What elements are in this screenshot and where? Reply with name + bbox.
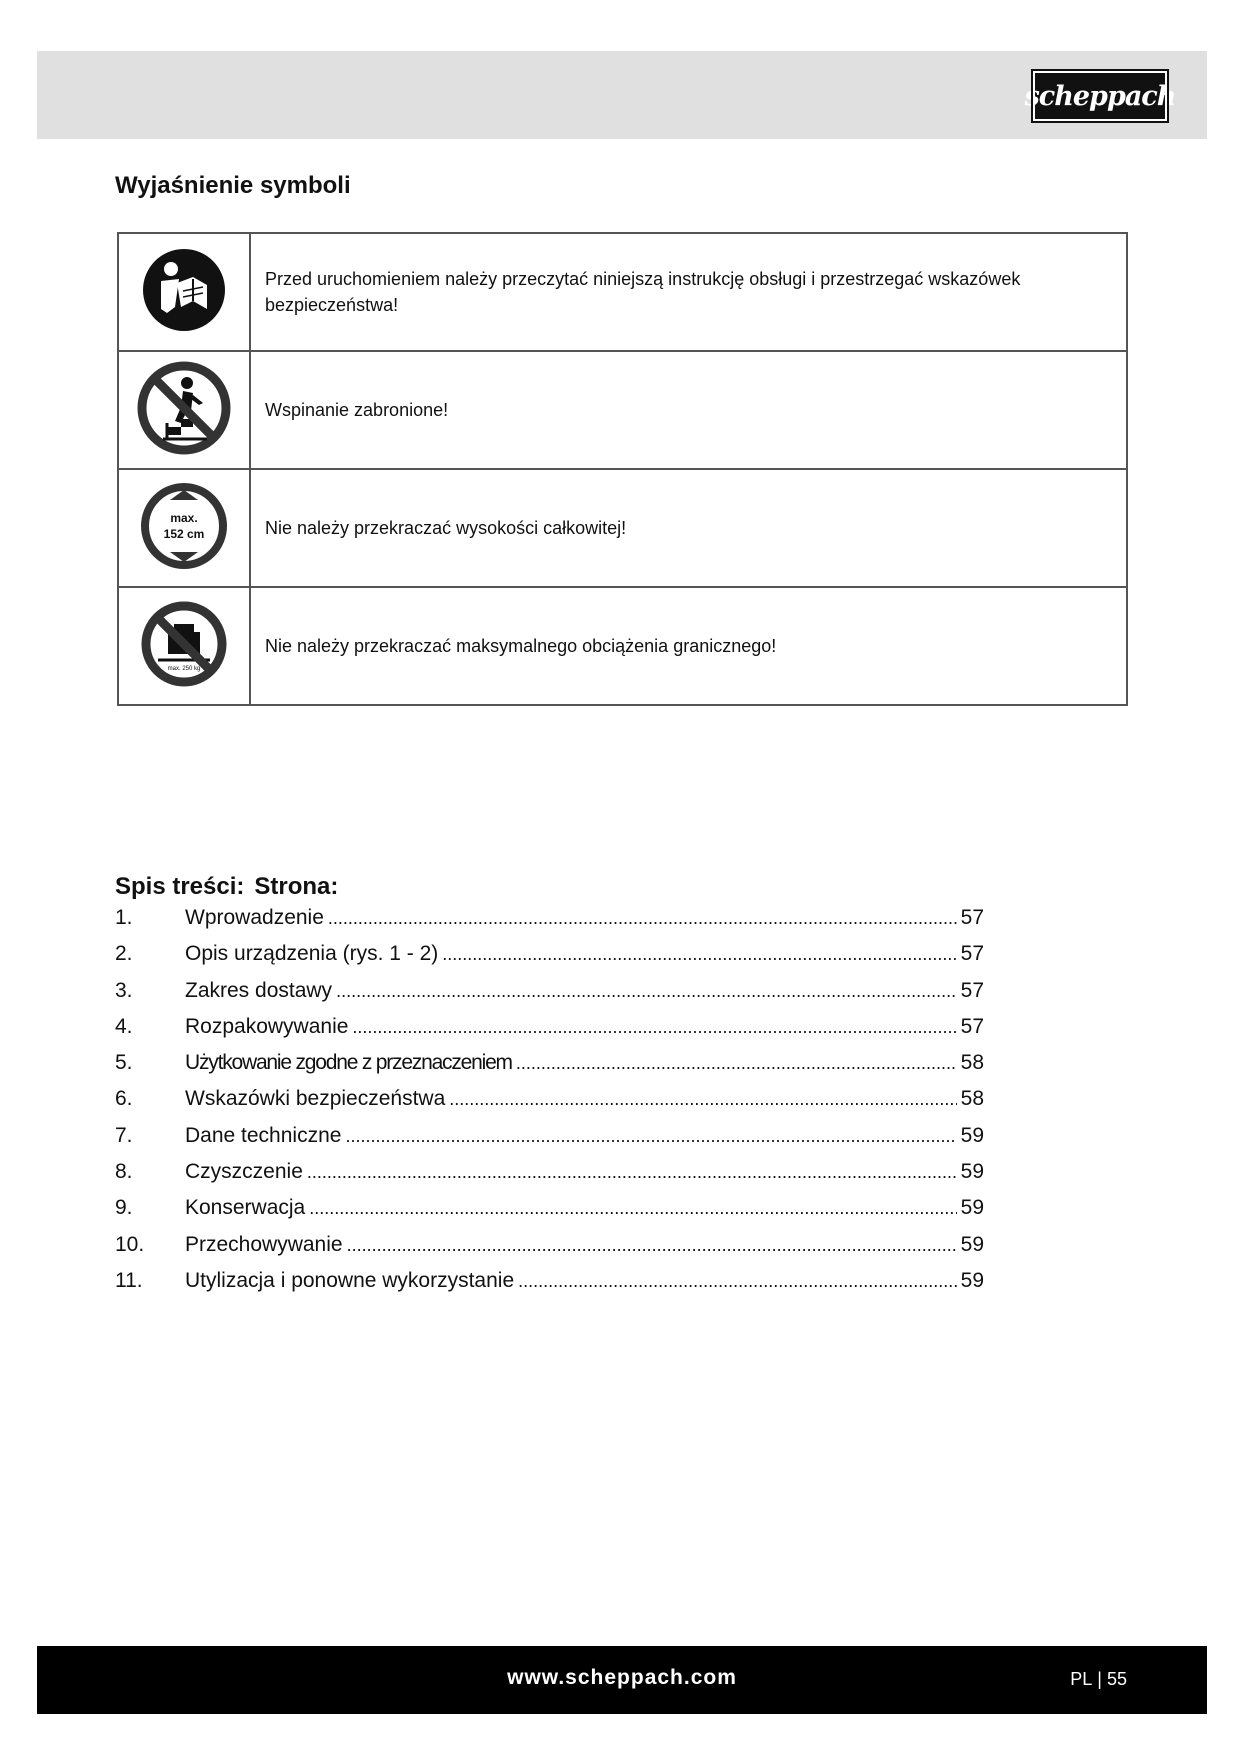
toc-leader <box>449 1087 956 1111</box>
toc-item-page: 57 <box>960 942 984 966</box>
toc-item-number: 10. <box>115 1232 145 1256</box>
toc-item[interactable] <box>115 1124 984 1160</box>
toc-item-number: 2. <box>115 942 133 966</box>
toc-title-label: Spis treści: <box>115 873 245 900</box>
symbol-row <box>118 469 1127 587</box>
toc-item-label: Wprowadzenie <box>185 906 324 929</box>
toc-list <box>115 906 984 1305</box>
toc-item[interactable] <box>115 942 984 978</box>
toc-item-number: 11. <box>115 1268 143 1292</box>
symbols-table <box>117 232 1128 706</box>
toc-item-number: 9. <box>115 1196 133 1220</box>
toc-leader <box>309 1196 956 1220</box>
toc-item[interactable] <box>115 1087 984 1123</box>
max-load-label: max. 250 kg <box>167 665 201 672</box>
toc-item-page: 58 <box>960 1087 984 1111</box>
toc-item-label: Konserwacja <box>185 1196 306 1220</box>
symbol-row <box>118 587 1127 705</box>
toc-item-page: 59 <box>960 1196 984 1220</box>
toc-item-number: 3. <box>115 978 133 1002</box>
toc-leader <box>516 1051 957 1075</box>
footer-page-indicator <box>1070 1669 1127 1690</box>
toc-item[interactable] <box>115 906 984 942</box>
toc-item-page: 57 <box>960 1014 984 1038</box>
toc-leader <box>352 1015 956 1039</box>
toc-item-label: Czyszczenie <box>185 1160 303 1184</box>
symbol-description: Przed uruchomieniem należy przeczytać niniejszą instrukcję obsługi i przestrzegać wskazówek bezpieczeństwa! <box>250 233 1127 351</box>
max-height-label-top: max. <box>170 510 198 525</box>
max-height-label-bottom: 152 cm <box>163 526 205 541</box>
toc-item[interactable] <box>115 1015 984 1051</box>
toc-item[interactable] <box>115 979 984 1015</box>
max-height-icon <box>140 482 228 570</box>
toc-item-number: 6. <box>115 1087 133 1111</box>
toc-item-page: 57 <box>960 906 984 929</box>
toc-item-number: 8. <box>115 1160 133 1184</box>
toc-item[interactable] <box>115 1160 984 1196</box>
toc-item[interactable] <box>115 1051 984 1087</box>
toc-item[interactable] <box>115 1269 984 1305</box>
footer-language: PL <box>1070 1669 1093 1689</box>
symbol-description: Nie należy przekraczać maksymalnego obciążenia granicznego! <box>250 587 1127 705</box>
toc-item-page: 59 <box>960 1160 984 1184</box>
footer-separator: | <box>1097 1669 1102 1689</box>
toc-leader <box>328 906 957 930</box>
symbol-row <box>118 233 1127 351</box>
brand-logo-text: scheppach <box>1024 80 1176 112</box>
toc-item-page: 57 <box>960 978 984 1002</box>
footer-page-number: 55 <box>1106 1669 1127 1689</box>
symbols-section-title: Wyjaśnienie symboli <box>115 172 351 199</box>
toc-item-label: Wskazówki bezpieczeństwa <box>185 1087 446 1111</box>
toc-item-number: 1. <box>115 906 133 929</box>
toc-item-number: 7. <box>115 1123 133 1147</box>
symbol-description: Wspinanie zabronione! <box>250 351 1127 469</box>
toc-item-page: 59 <box>960 1123 984 1147</box>
header-band <box>37 51 1207 139</box>
toc-leader <box>336 979 957 1003</box>
toc-item-page: 59 <box>960 1268 984 1292</box>
no-climbing-icon <box>137 361 231 455</box>
toc-item-label: Przechowywanie <box>185 1232 343 1256</box>
toc-item-label: Rozpakowywanie <box>185 1014 349 1038</box>
toc-leader <box>518 1269 957 1293</box>
brand-logo <box>1024 71 1176 121</box>
toc-item[interactable] <box>115 1196 984 1232</box>
toc-leader <box>442 942 956 966</box>
toc-title <box>115 873 338 901</box>
toc-leader <box>347 1233 957 1257</box>
footer-website-link[interactable]: www.scheppach.com <box>507 1666 737 1689</box>
symbol-row <box>118 351 1127 469</box>
toc-leader <box>307 1160 957 1184</box>
toc-page-label: Strona: <box>254 873 339 900</box>
symbol-description: Nie należy przekraczać wysokości całkowitej! <box>250 469 1127 587</box>
toc-item-page: 59 <box>960 1232 984 1256</box>
toc-item-label: Zakres dostawy <box>185 978 333 1002</box>
toc-item-label: Dane techniczne <box>185 1123 342 1147</box>
toc-item-page: 58 <box>960 1051 984 1075</box>
toc-item-label: Utylizacja i ponowne wykorzystanie <box>185 1268 515 1292</box>
footer-band <box>37 1646 1207 1714</box>
toc-item-number: 5. <box>115 1051 133 1075</box>
toc-item-number: 4. <box>115 1014 133 1038</box>
toc-item-label: Użytkowanie zgodne z przeznaczeniem <box>185 1051 512 1075</box>
read-manual-icon <box>141 247 227 333</box>
toc-item[interactable] <box>115 1233 984 1269</box>
toc-leader <box>345 1124 956 1148</box>
toc-item-label: Opis urządzenia (rys. 1 - 2) <box>185 942 439 966</box>
max-load-icon <box>140 600 228 688</box>
